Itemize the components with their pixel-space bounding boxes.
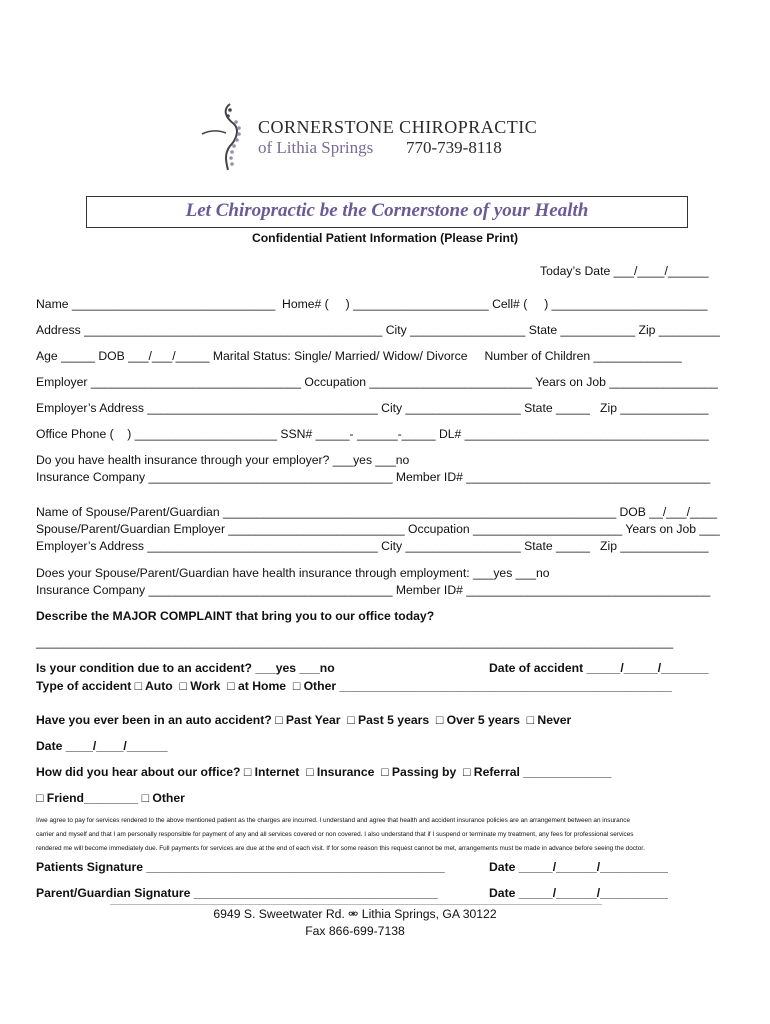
guardian-signature-date[interactable]: Date _____/______/__________ <box>489 886 668 900</box>
insurance-question[interactable]: Do you have health insurance through your employer? ___yes ___no <box>36 453 410 467</box>
spine-logo-icon <box>196 100 256 172</box>
auto-accident-question[interactable]: Have you ever been in an auto accident? □ Past Year □ Past 5 years □ Over 5 years □ Never <box>36 713 572 727</box>
complaint-question: Describe the MAJOR COMPLAINT that bring you to our office today? <box>36 609 435 623</box>
logo <box>196 100 566 172</box>
insurance-company-field[interactable]: Insurance Company ____________________________________ Member ID# ____________________________________ <box>36 470 711 484</box>
employer-field[interactable]: Employer _______________________________ Occupation ________________________ Years on Job ________________ <box>36 375 718 389</box>
slogan: Let Chiropractic be the Cornerstone of your Health <box>185 200 589 221</box>
age-dob-field[interactable]: Age _____ DOB ___/___/_____ Marital Status: Single/ Married/ Widow/ Divorce Number of Children _____________ <box>36 349 682 363</box>
accident-date-field[interactable]: Date of accident _____/_____/_______ <box>489 661 709 675</box>
accident-type-field[interactable]: Type of accident □ Auto □ Work □ at Home □ Other _________________________________________________ <box>36 679 672 693</box>
footer-fax: Fax 866-699-7138 <box>305 924 405 938</box>
slogan-box <box>86 196 688 228</box>
spouse-insurance-company-field[interactable]: Insurance Company ____________________________________ Member ID# ____________________________________ <box>36 583 711 597</box>
patient-signature-date[interactable]: Date _____/______/__________ <box>489 860 668 874</box>
spouse-employer-field[interactable]: Spouse/Parent/Guardian Employer __________________________ Occupation ______________________ Years on Job ___ <box>36 522 720 536</box>
spouse-name-field[interactable]: Name of Spouse/Parent/Guardian __________________________________________________________ DOB __/___/____ <box>36 505 718 519</box>
guardian-signature-field[interactable]: Parent/Guardian Signature ____________________________________ <box>36 886 438 900</box>
address-field[interactable]: Address ____________________________________________ City _________________ State ___________ Zip _________ <box>36 323 720 337</box>
name-field[interactable]: Name ______________________________ Home# ( ) ____________________ Cell# ( ) _______________________ <box>36 297 708 311</box>
consent-line-1: I/we agree to pay for services rendered to the above mentioned patient as the charges are incurred. I understand and agree that health and accident insurance policies are an arrangement between an insurance <box>36 817 630 824</box>
footer-divider <box>110 904 602 905</box>
consent-line-3: rendered me will become immediately due. Full payments for services are due at the end of each visit. If for some reason this request cannot be met, arrangements must be made in advance before seeing the doctor. <box>36 845 645 852</box>
consent-line-2: carrier and myself and that I am personally responsible for payment of any and all services covered or non covered. I also understand that if I suspend or terminate my treatment, any fees for professional services <box>36 831 634 838</box>
friend-other-options[interactable]: □ Friend________ □ Other <box>36 791 185 805</box>
spouse-insurance-question[interactable]: Does your Spouse/Parent/Guardian have health insurance through employment: ___yes ___no <box>36 566 550 580</box>
form-title: Confidential Patient Information (Please Print) <box>251 231 519 245</box>
employer-address-field[interactable]: Employer’s Address __________________________________ City _________________ State _____ Zip _____________ <box>36 401 709 415</box>
complaint-line[interactable]: ______________________________________________________________________________________________ <box>36 635 674 649</box>
accident-question[interactable]: Is your condition due to an accident? ___yes ___no <box>36 661 335 675</box>
office-phone-field[interactable]: Office Phone ( ) _____________________ SSN# _____- ______-_____ DL# ____________________________________ <box>36 427 709 441</box>
logo-phone: 770-739-8118 <box>406 138 502 157</box>
todays-date-field[interactable]: Today’s Date ___/____/______ <box>540 264 709 278</box>
spouse-employer-address-field[interactable]: Employer’s Address __________________________________ City _________________ State _____ Zip _____________ <box>36 539 709 553</box>
logo-name: CORNERSTONE CHIROPRACTIC <box>258 117 538 137</box>
patient-signature-field[interactable]: Patients Signature ____________________________________________ <box>36 860 445 874</box>
date-field[interactable]: Date ____/____/______ <box>36 739 168 753</box>
footer-address: 6949 S. Sweetwater Rd. ⚮ Lithia Springs, GA 30122 <box>213 907 497 921</box>
hear-about-question[interactable]: How did you hear about our office? □ Internet □ Insurance □ Passing by □ Referral _____________ <box>36 765 612 779</box>
logo-subtitle: of Lithia Springs <box>258 138 374 157</box>
